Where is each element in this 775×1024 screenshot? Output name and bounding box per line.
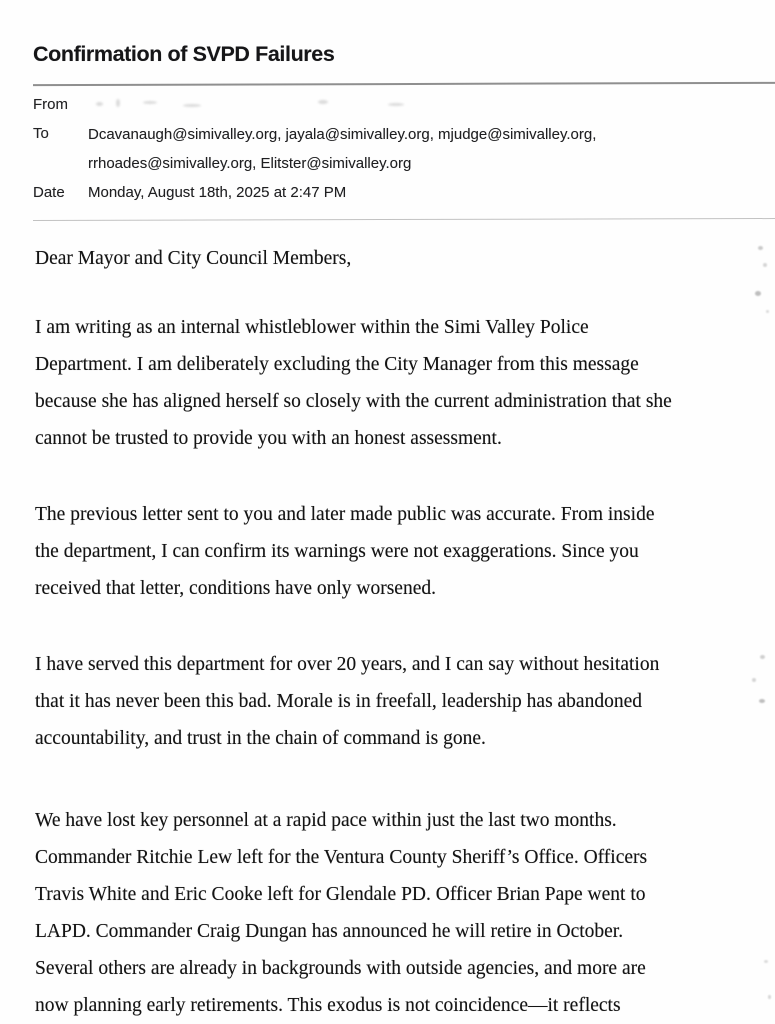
email-subject: Confirmation of SVPD Failures xyxy=(33,42,335,66)
email-body xyxy=(35,240,757,1024)
from-value-redacted xyxy=(88,91,488,119)
scan-artifact xyxy=(764,960,768,963)
email-header xyxy=(33,91,755,207)
scan-artifact xyxy=(752,678,756,682)
body-line: LAPD. Commander Craig Dungan has announced he will retire in October. xyxy=(35,921,624,942)
header-divider-bottom xyxy=(33,218,775,221)
body-line: I have served this department for over 20 years, and I can say without hesitation xyxy=(35,654,660,675)
body-line: the department, I can confirm its warnings were not exaggerations. Since you xyxy=(35,541,639,562)
to-recipients-line-1: Dcavanaugh@simivalley.org, jayala@simivalley.org, mjudge@simivalley.org, xyxy=(88,126,597,143)
from-label: From xyxy=(33,96,68,113)
body-line: Department. I am deliberately excluding the City Manager from this message xyxy=(35,354,639,375)
body-line: because she has aligned herself so closely with the current administration that she xyxy=(35,391,672,412)
body-line: cannot be trusted to provide you with an honest assessment. xyxy=(35,428,502,449)
body-line: now planning early retirements. This exodus is not coincidence—it reflects xyxy=(35,995,621,1016)
header-divider-top xyxy=(33,82,775,86)
header-row-date xyxy=(33,179,755,207)
salutation: Dear Mayor and City Council Members, xyxy=(35,248,352,269)
scan-artifact xyxy=(768,995,771,999)
scan-artifact xyxy=(758,246,763,250)
date-label: Date xyxy=(33,184,65,201)
to-value xyxy=(88,120,596,178)
scan-artifact xyxy=(760,655,765,659)
body-paragraph-2 xyxy=(35,496,757,607)
to-recipients-line-2: rrhoades@simivalley.org, Elitster@simivalley.org xyxy=(88,155,412,172)
scan-artifact xyxy=(763,263,767,267)
date-value: Monday, August 18th, 2025 at 2:47 PM xyxy=(88,184,347,201)
body-line: Several others are already in backgrounds with outside agencies, and more are xyxy=(35,958,646,979)
body-line: received that letter, conditions have only worsened. xyxy=(35,578,436,599)
body-line: Travis White and Eric Cooke left for Glendale PD. Officer Brian Pape went to xyxy=(35,884,646,905)
body-line: We have lost key personnel at a rapid pace within just the last two months. xyxy=(35,810,617,831)
body-paragraph-4 xyxy=(35,802,757,1024)
body-paragraph-1 xyxy=(35,309,757,457)
body-line: Commander Ritchie Lew left for the Ventura County Sheriff’s Office. Officers xyxy=(35,847,648,868)
redaction-smudges xyxy=(88,91,488,119)
body-line: that it has never been this bad. Morale is in freefall, leadership has abandoned xyxy=(35,691,642,712)
scan-artifact xyxy=(755,291,761,296)
scan-artifact xyxy=(766,310,769,313)
body-line: The previous letter sent to you and later made public was accurate. From inside xyxy=(35,504,655,525)
body-paragraph-3 xyxy=(35,646,757,757)
scan-artifact xyxy=(759,699,765,703)
header-row-from xyxy=(33,91,755,120)
header-row-to xyxy=(33,120,755,178)
to-label: To xyxy=(33,125,49,142)
body-line: accountability, and trust in the chain of command is gone. xyxy=(35,728,486,749)
body-line: I am writing as an internal whistleblower within the Simi Valley Police xyxy=(35,317,589,338)
